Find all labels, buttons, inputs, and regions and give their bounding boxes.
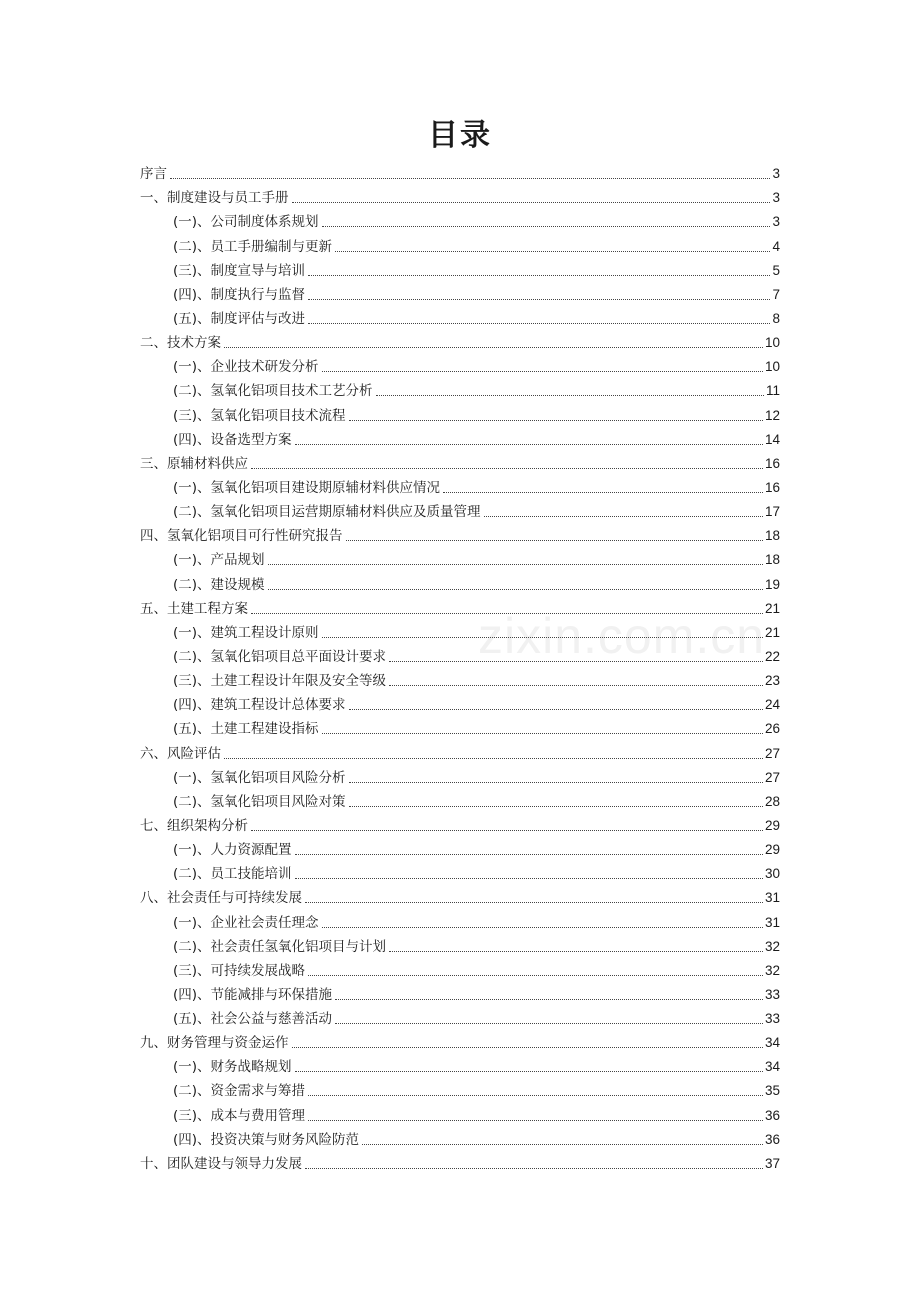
toc-entry-page-number: 31 — [764, 914, 780, 930]
toc-entry-page-number: 10 — [764, 335, 780, 351]
toc-section-entry[interactable] — [140, 282, 780, 306]
toc-section-entry[interactable] — [140, 644, 780, 668]
toc-section-entry[interactable] — [140, 692, 780, 716]
toc-section-entry[interactable] — [140, 306, 780, 330]
toc-entry-page-number: 34 — [764, 1059, 780, 1075]
toc-chapter-entry[interactable] — [140, 1151, 780, 1175]
toc-entry-label: 九、财务管理与资金运作 — [140, 1035, 289, 1052]
toc-entry-label: (二)、氢氧化铝项目运营期原辅材料供应及质量管理 — [173, 504, 481, 521]
toc-dot-leader — [292, 202, 771, 203]
toc-section-entry[interactable] — [140, 354, 780, 378]
toc-dot-leader — [251, 613, 763, 614]
toc-entry-label: (二)、氢氧化铝项目总平面设计要求 — [173, 648, 387, 665]
toc-entry-page-number: 21 — [764, 624, 780, 640]
toc-dot-leader — [268, 589, 763, 590]
toc-dot-leader — [443, 492, 763, 493]
toc-entry-page-number: 19 — [764, 576, 780, 592]
toc-dot-leader — [308, 275, 770, 276]
toc-dot-leader — [251, 468, 763, 469]
toc-section-entry[interactable] — [140, 209, 780, 233]
toc-entry-page-number: 4 — [772, 238, 780, 254]
toc-section-entry[interactable] — [140, 547, 780, 571]
toc-chapter-entry[interactable] — [140, 1030, 780, 1054]
toc-entry-page-number: 32 — [764, 938, 780, 954]
toc-entry-label: 四、氢氧化铝项目可行性研究报告 — [140, 528, 343, 545]
toc-entry-page-number: 21 — [764, 600, 780, 616]
toc-entry-page-number: 37 — [764, 1155, 780, 1171]
toc-entry-label: (三)、成本与费用管理 — [173, 1107, 306, 1124]
toc-entry-label: 六、风险评估 — [140, 745, 221, 762]
toc-section-entry[interactable] — [140, 861, 780, 885]
toc-entry-page-number: 31 — [764, 890, 780, 906]
toc-entry-label: (一)、氢氧化铝项目风险分析 — [173, 769, 346, 786]
toc-entry-label: (四)、建筑工程设计总体要求 — [173, 697, 346, 714]
toc-section-entry[interactable] — [140, 571, 780, 595]
toc-dot-leader — [335, 1023, 763, 1024]
toc-entry-label: 二、技术方案 — [140, 335, 221, 352]
toc-dot-leader — [376, 395, 764, 396]
toc-dot-leader — [308, 299, 770, 300]
toc-entry-page-number: 24 — [764, 697, 780, 713]
toc-entry-label: (三)、土建工程设计年限及安全等级 — [173, 673, 387, 690]
toc-entry-page-number: 30 — [764, 866, 780, 882]
toc-chapter-entry[interactable] — [140, 330, 780, 354]
toc-entry-label: 七、组织架构分析 — [140, 817, 248, 834]
toc-section-entry[interactable] — [140, 378, 780, 402]
toc-dot-leader — [224, 758, 763, 759]
toc-entry-label: (三)、可持续发展战略 — [173, 962, 306, 979]
toc-entry-page-number: 7 — [772, 286, 780, 302]
toc-entry-page-number: 5 — [772, 262, 780, 278]
toc-dot-leader — [308, 323, 770, 324]
toc-entry-page-number: 17 — [764, 504, 780, 520]
toc-dot-leader — [349, 782, 763, 783]
toc-dot-leader — [305, 1168, 763, 1169]
toc-section-entry[interactable] — [140, 909, 780, 933]
toc-dot-leader — [305, 902, 763, 903]
toc-chapter-entry[interactable] — [140, 185, 780, 209]
toc-entry-page-number: 11 — [765, 383, 780, 399]
toc-entry-page-number: 3 — [772, 190, 780, 206]
toc-entry-page-number: 36 — [764, 1107, 780, 1123]
toc-dot-leader — [322, 733, 763, 734]
toc-dot-leader — [322, 371, 763, 372]
toc-entry-page-number: 14 — [764, 431, 780, 447]
toc-chapter-entry[interactable] — [140, 451, 780, 475]
toc-entry-label: (一)、财务战略规划 — [173, 1059, 292, 1076]
toc-entry-page-number: 3 — [772, 214, 780, 230]
toc-chapter-entry[interactable] — [140, 161, 780, 185]
toc-dot-leader — [349, 806, 763, 807]
toc-dot-leader — [362, 1144, 763, 1145]
toc-dot-leader — [389, 661, 763, 662]
toc-entry-label: (四)、制度执行与监督 — [173, 286, 306, 303]
toc-chapter-entry[interactable] — [140, 523, 780, 547]
toc-entry-label: (五)、社会公益与慈善活动 — [173, 1011, 333, 1028]
toc-entry-page-number: 10 — [764, 359, 780, 375]
toc-chapter-entry[interactable] — [140, 813, 780, 837]
toc-entry-label: (一)、公司制度体系规划 — [173, 214, 319, 231]
toc-entry-page-number: 8 — [772, 310, 780, 326]
toc-dot-leader — [484, 516, 763, 517]
toc-dot-leader — [389, 685, 763, 686]
toc-entry-label: (四)、节能减排与环保措施 — [173, 986, 333, 1003]
toc-section-entry[interactable] — [140, 982, 780, 1006]
toc-entry-label: (一)、人力资源配置 — [173, 842, 292, 859]
toc-entry-page-number: 26 — [764, 721, 780, 737]
toc-dot-leader — [346, 540, 763, 541]
toc-entry-page-number: 18 — [764, 528, 780, 544]
toc-section-entry[interactable] — [140, 402, 780, 426]
toc-entry-page-number: 35 — [764, 1083, 780, 1099]
toc-entry-page-number: 32 — [764, 962, 780, 978]
watermark: zixin.com.cn — [478, 608, 766, 664]
toc-chapter-entry[interactable] — [140, 885, 780, 909]
toc-dot-leader — [308, 975, 763, 976]
toc-chapter-entry[interactable] — [140, 596, 780, 620]
toc-section-entry[interactable] — [140, 258, 780, 282]
toc-entry-label: (二)、员工手册编制与更新 — [173, 238, 333, 255]
toc-dot-leader — [295, 854, 763, 855]
toc-entry-page-number: 33 — [764, 986, 780, 1002]
toc-section-entry[interactable] — [140, 427, 780, 451]
toc-entry-page-number: 18 — [764, 552, 780, 568]
toc-section-entry[interactable] — [140, 837, 780, 861]
toc-entry-label: (四)、设备选型方案 — [173, 431, 292, 448]
toc-entry-page-number: 33 — [764, 1011, 780, 1027]
toc-entry-page-number: 29 — [764, 842, 780, 858]
toc-entry-label: (三)、制度宣导与培训 — [173, 262, 306, 279]
toc-section-entry[interactable] — [140, 1078, 780, 1102]
toc-entry-page-number: 23 — [764, 673, 780, 689]
toc-dot-leader — [295, 444, 763, 445]
toc-dot-leader — [322, 226, 771, 227]
toc-dot-leader — [308, 1120, 763, 1121]
toc-section-entry[interactable] — [140, 499, 780, 523]
toc-dot-leader — [224, 347, 763, 348]
toc-dot-leader — [308, 1095, 763, 1096]
toc-section-entry[interactable] — [140, 934, 780, 958]
table-of-contents — [140, 161, 780, 1175]
toc-section-entry[interactable] — [140, 789, 780, 813]
toc-dot-leader — [349, 709, 763, 710]
toc-section-entry[interactable] — [140, 1006, 780, 1030]
toc-entry-label: (一)、企业社会责任理念 — [173, 914, 319, 931]
toc-section-entry[interactable] — [140, 668, 780, 692]
toc-dot-leader — [268, 564, 763, 565]
toc-entry-label: 八、社会责任与可持续发展 — [140, 890, 302, 907]
toc-entry-label: (二)、员工技能培训 — [173, 866, 292, 883]
toc-section-entry[interactable] — [140, 1054, 780, 1078]
toc-entry-page-number: 36 — [764, 1131, 780, 1147]
toc-entry-label: (三)、氢氧化铝项目技术流程 — [173, 407, 346, 424]
toc-entry-page-number: 28 — [764, 793, 780, 809]
toc-entry-page-number: 27 — [764, 745, 780, 761]
toc-section-entry[interactable] — [140, 958, 780, 982]
toc-section-entry[interactable] — [140, 620, 780, 644]
toc-entry-label: (二)、氢氧化铝项目风险对策 — [173, 793, 346, 810]
toc-entry-label: (五)、土建工程建设指标 — [173, 721, 319, 738]
toc-entry-label: (一)、氢氧化铝项目建设期原辅材料供应情况 — [173, 479, 441, 496]
toc-dot-leader — [349, 420, 763, 421]
toc-entry-label: 五、土建工程方案 — [140, 600, 248, 617]
toc-entry-page-number: 16 — [764, 479, 780, 495]
toc-entry-label: 一、制度建设与员工手册 — [140, 190, 289, 207]
toc-entry-label: 三、原辅材料供应 — [140, 455, 248, 472]
toc-entry-label: (五)、制度评估与改进 — [173, 310, 306, 327]
toc-dot-leader — [335, 251, 770, 252]
toc-dot-leader — [251, 830, 763, 831]
toc-entry-page-number: 12 — [764, 407, 780, 423]
toc-section-entry[interactable] — [140, 475, 780, 499]
toc-dot-leader — [322, 927, 763, 928]
toc-entry-page-number: 3 — [772, 166, 780, 182]
toc-entry-page-number: 16 — [764, 455, 780, 471]
toc-entry-label: (一)、企业技术研发分析 — [173, 359, 319, 376]
toc-entry-label: (二)、氢氧化铝项目技术工艺分析 — [173, 383, 373, 400]
toc-section-entry[interactable] — [140, 1102, 780, 1126]
toc-entry-label: (二)、资金需求与筹措 — [173, 1083, 306, 1100]
toc-dot-leader — [295, 1071, 763, 1072]
toc-entry-page-number: 22 — [764, 648, 780, 664]
toc-entry-label: (二)、建设规模 — [173, 576, 265, 593]
toc-entry-label: (一)、建筑工程设计原则 — [173, 624, 319, 641]
toc-entry-label: (一)、产品规划 — [173, 552, 265, 569]
toc-entry-label: (四)、投资决策与财务风险防范 — [173, 1131, 360, 1148]
toc-entry-page-number: 34 — [764, 1035, 780, 1051]
toc-entry-label: (二)、社会责任氢氧化铝项目与计划 — [173, 938, 387, 955]
toc-dot-leader — [292, 1047, 763, 1048]
toc-dot-leader — [389, 951, 763, 952]
toc-entry-page-number: 27 — [764, 769, 780, 785]
toc-section-entry[interactable] — [140, 765, 780, 789]
toc-dot-leader — [335, 999, 763, 1000]
toc-section-entry[interactable] — [140, 716, 780, 740]
page-title: 目录 — [428, 118, 492, 153]
toc-dot-leader — [322, 637, 763, 638]
toc-section-entry[interactable] — [140, 1127, 780, 1151]
toc-entry-page-number: 29 — [764, 817, 780, 833]
toc-section-entry[interactable] — [140, 233, 780, 257]
toc-entry-label: 序言 — [140, 166, 167, 183]
toc-entry-label: 十、团队建设与领导力发展 — [140, 1155, 302, 1172]
toc-chapter-entry[interactable] — [140, 740, 780, 764]
toc-dot-leader — [295, 878, 763, 879]
toc-dot-leader — [170, 178, 770, 179]
